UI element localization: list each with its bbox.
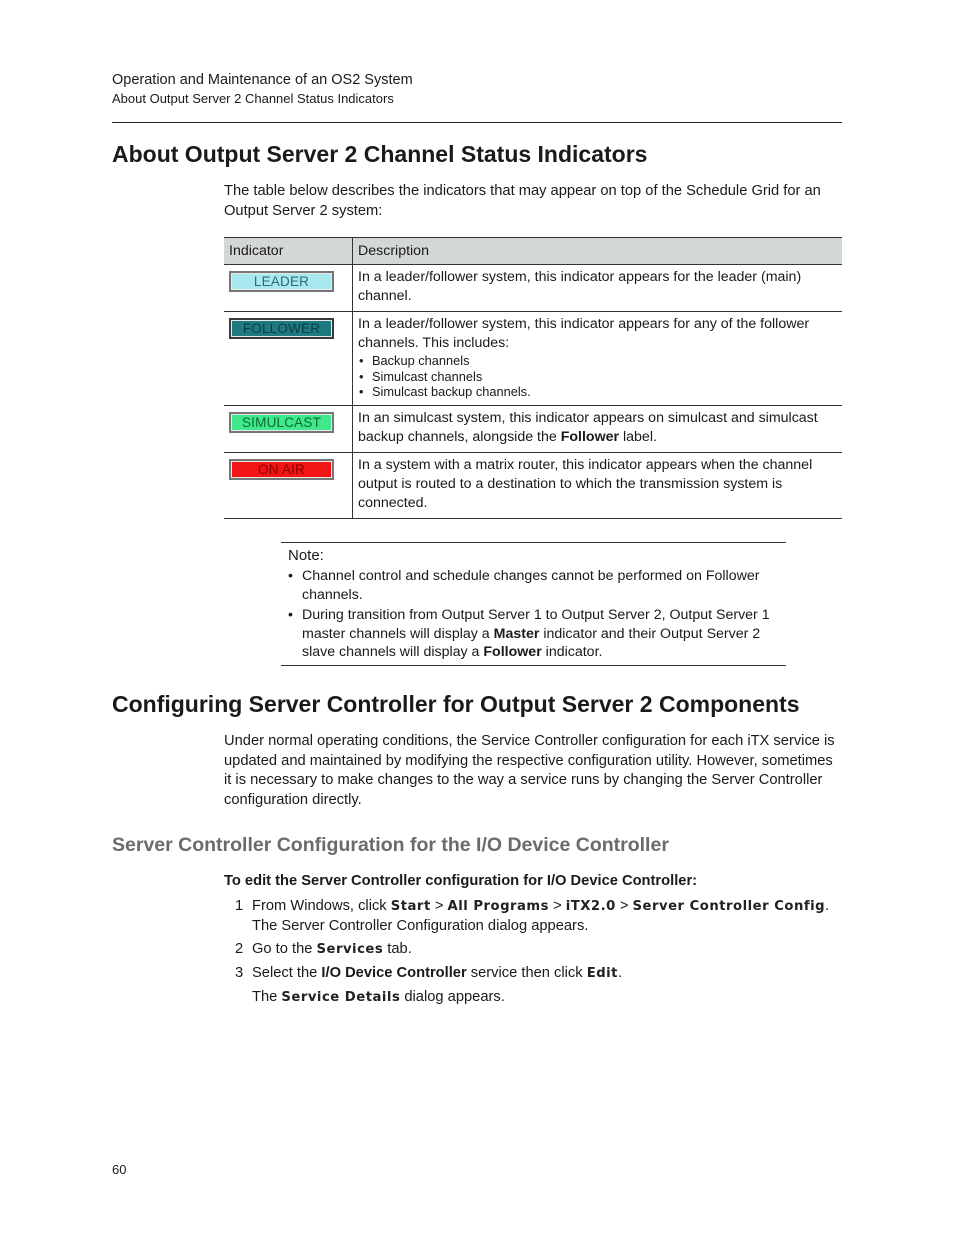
table-row [224,452,842,518]
on-air-indicator-badge: ON AIR [229,459,334,480]
procedure-step-1 [235,897,842,936]
services-tab-ref: Services [316,942,384,957]
table-row [224,405,842,452]
description-cell: In a leader/follower system, this indicator appears for the leader (main) channel. [353,265,843,312]
note-box [281,542,786,666]
list-item: • Simulcast backup channels. [358,384,837,400]
menu-separator: > [615,898,633,914]
intro-paragraph: The table below describes the indicators that may appear on top of the Schedule Grid for an Output Server 2 system: [224,183,821,219]
step-text [252,964,842,984]
menu-separator: > [549,898,566,914]
step-3-result [252,989,505,1005]
io-device-controller-ref: I/O Device Controller [321,965,467,981]
table-row [224,312,842,406]
menu-separator: > [430,898,448,914]
leader-indicator-badge: LEADER [229,271,334,292]
step-text [252,897,842,936]
header-section-title: About Output Server 2 Channel Status Indicators [112,91,394,106]
note-title: Note: [288,547,324,564]
indicator-cell [224,265,353,312]
description-cell: In a system with a matrix router, this indicator appears when the channel output is routed to a destination to which the transmission system is connected. [353,452,843,518]
result-text: The [252,989,282,1005]
step-text-part: . [617,965,623,981]
step-result: The Server Controller Configuration dialog appears. [252,917,589,934]
start-menu-ref: Start [390,899,431,914]
list-item: • Backup channels [358,353,837,369]
result-text: dialog appears. [400,989,505,1005]
indicator-cell [224,405,353,452]
column-header-description: Description [353,238,843,265]
description-cell [353,312,843,406]
procedure-title: To edit the Server Controller configuration for I/O Device Controller: [224,873,698,889]
header-divider [112,122,842,123]
step-text-part: Select the [252,965,322,981]
procedure-step-2 [235,940,842,960]
follower-channel-list [358,353,837,400]
server-controller-config-ref: Server Controller Config [632,899,826,914]
indicator-cell [224,312,353,406]
subsection-title-io-device: Server Controller Configuration for the I/O Device Controller [112,834,669,856]
configuring-paragraph: Under normal operating conditions, the Service Controller configuration for each iTX service is updated and maintained by modifying the respective configuration utility. However, sometimes it is necessary to make changes to the way a service runs by changing the Server Controller configuration directly. [224,733,835,808]
master-term: Master [493,625,540,642]
itx-menu-ref: iTX2.0 [565,899,616,914]
note-text: indicator and their Output Server 2 slave channels will display a [302,625,761,661]
step-text-part: Go to the [252,941,317,957]
follower-term: Follower [483,644,542,661]
section-title-indicators: About Output Server 2 Channel Status Indicators [112,141,648,167]
indicator-table [224,237,842,519]
page-number: 60 [112,1162,127,1177]
procedure-step-3 [235,964,842,984]
description-text: In an simulcast system, this indicator appears on simulcast and simulcast backup channels, alongside the [358,409,818,445]
step-text-part: From Windows, click [252,898,391,914]
step-text-part: . [825,898,830,914]
simulcast-indicator-badge: SIMULCAST [229,412,334,433]
running-header [112,70,842,108]
note-list [288,567,778,664]
step-number: 2 [235,941,244,957]
follower-indicator-badge: FOLLOWER [229,318,334,339]
service-details-ref: Service Details [281,990,401,1005]
step-number: 1 [235,898,244,914]
column-header-indicator: Indicator [224,238,353,265]
note-text: indicator. [541,644,603,661]
step-text [252,940,842,960]
description-text-end: label. [619,428,657,445]
step-text-part: service then click [466,965,587,981]
list-item: • Simulcast channels [358,369,837,385]
list-item: • Channel control and schedule changes cannot be performed on Follower channels. [288,567,778,604]
step-text-part: tab. [383,941,412,957]
section-title-configuring: Configuring Server Controller for Output Server 2 Components [112,691,800,717]
note-text: During transition from Output Server 1 to Output Server 2, Output Server 1 master channels will display a [302,607,770,642]
edit-button-ref: Edit [586,966,618,981]
table-header-row [224,238,842,265]
table-row [224,265,842,312]
list-item [288,606,778,662]
step-number: 3 [235,965,244,981]
header-doc-title: Operation and Maintenance of an OS2 System [112,72,413,88]
description-text: In a leader/follower system, this indicator appears for any of the follower channels. This includes: [358,316,810,351]
follower-term: Follower [560,428,620,445]
indicator-cell [224,452,353,518]
description-cell [353,405,843,452]
all-programs-ref: All Programs [447,899,549,914]
